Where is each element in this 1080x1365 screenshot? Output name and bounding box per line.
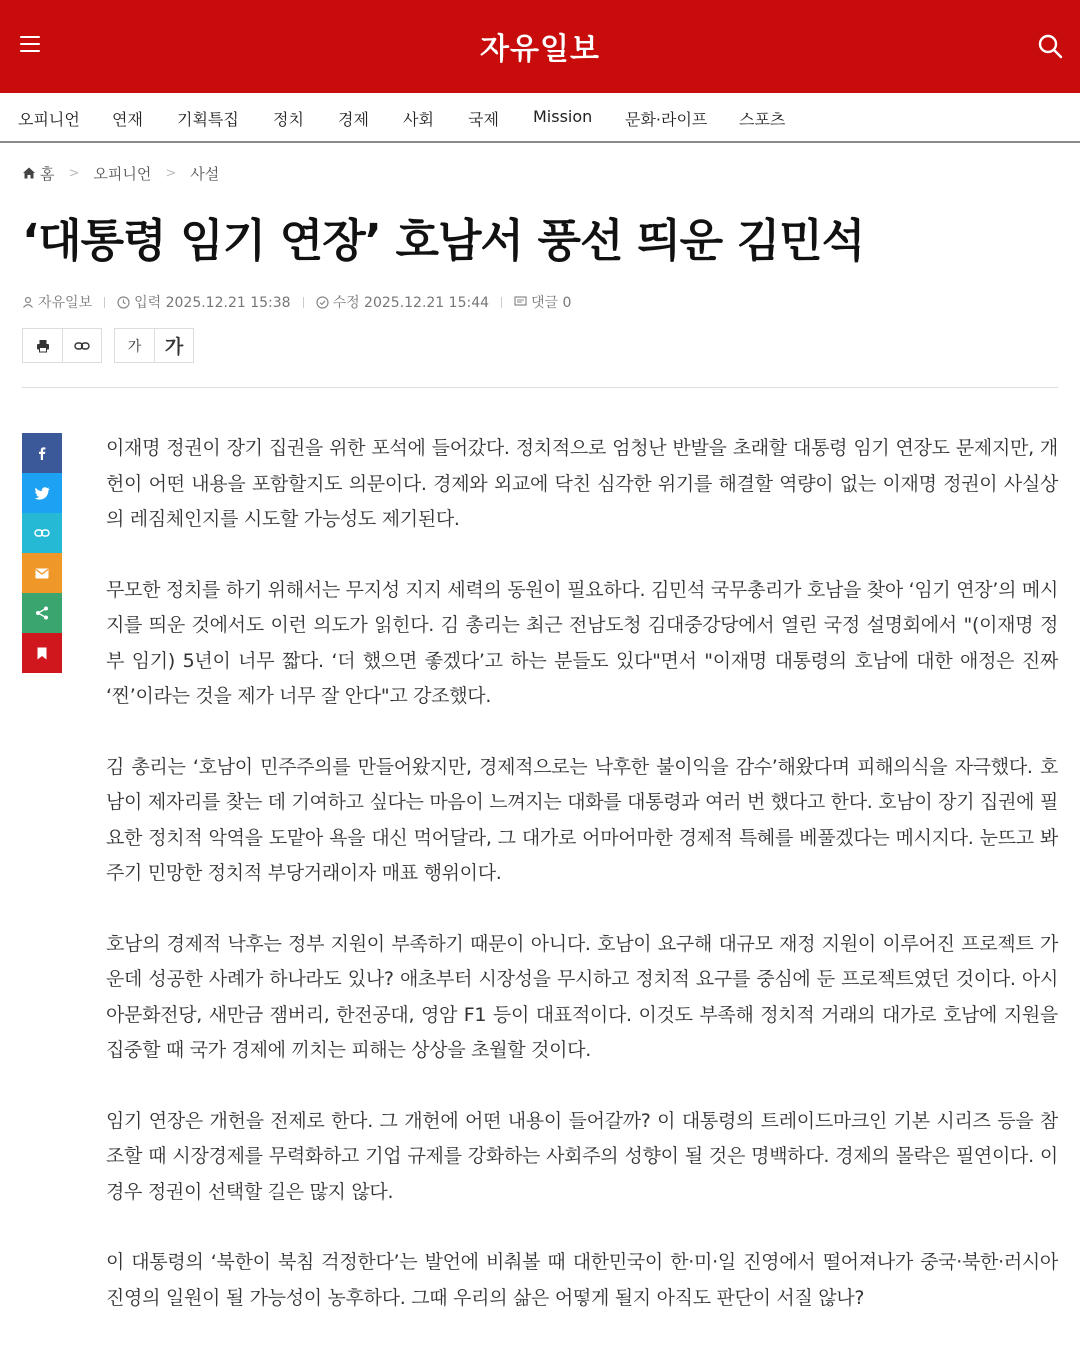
clock-icon — [117, 296, 130, 309]
more-share-button[interactable] — [22, 593, 62, 633]
author-info — [22, 292, 92, 312]
print-button[interactable] — [23, 329, 62, 362]
font-size-group — [114, 328, 194, 363]
chevron-right-icon: > — [165, 165, 177, 181]
article-paragraph: 이재명 정권이 장기 집권을 위한 포석에 들어갔다. 정치적으로 엄청난 반발을 초래할 대통령 임기 연장도 문제지만, 개헌이 어떤 내용을 포함할지도 의문이다. 경제와 외교에 닥친 심각한 위기를 해결할 역량이 없는 이재명 정권이 사실상의 레짐체인지를 시도할 가능성도 제기된다. — [106, 437, 1058, 530]
twitter-icon — [35, 487, 50, 500]
published-date: 입력 2025.12.21 15:38 — [134, 295, 291, 311]
email-icon — [35, 568, 49, 579]
author-name: 자유일보 — [38, 295, 93, 311]
breadcrumb-subsection[interactable]: 사설 — [190, 164, 220, 183]
breadcrumb-section[interactable]: 오피니언 — [93, 164, 152, 183]
nav-item-international[interactable]: 국제 — [468, 110, 499, 129]
article-paragraph: 김 총리는 ‘호남이 민주주의를 만들어왔지만, 경제적으로는 낙후한 불이익을 감수’해왔다며 피해의식을 자극했다. 호남이 제자리를 찾는 데 기여하고 싶다는 마음이 느껴지는 대화를 대통령과 여러 번 했다고 한다. 호남이 장기 집권에 필요한 정치적 악역을 도맡아 욕을 대신 먹어달라, 그 대가로 어마어마한 경제적 특혜를 베풀겠다는 메시지다. 눈뜨고 봐주기 민망한 정치적 부당거래이자 매표 행위이다. — [106, 755, 1058, 884]
article-paragraph: 무모한 정치를 하기 위해서는 무지성 지지 세력의 동원이 필요하다. 김민석 국무총리가 호남을 찾아 ‘임기 연장’의 메시지를 띄운 것에서도 이런 의도가 읽힌다. 김 총리는 최근 전남도청 김대중강당에서 열린 국정 설명회에서 "(이재명 정부 임기) 5년이 너무 짧다. ‘더 했으면 좋겠다’고 하는 분들도 있다"면서 "이재명 대통령의 호남에 대한 애정은 진짜 ‘찐’이라는 것을 제가 너무 잘 안다"고 강조했다. — [106, 578, 1058, 707]
article-body — [106, 431, 1058, 1351]
bookmark-icon — [37, 647, 47, 660]
nav-item-economy[interactable]: 경제 — [338, 110, 369, 129]
main-nav — [0, 93, 1080, 143]
nav-item-mission[interactable]: Mission — [533, 107, 593, 126]
check-circle-icon — [316, 296, 329, 309]
nav-item-politics[interactable]: 정치 — [273, 110, 304, 129]
breadcrumb-home[interactable]: 홈 — [40, 164, 55, 183]
article-paragraph: 호남의 경제적 낙후는 정부 지원이 부족하기 때문이 아니다. 호남이 요구해 대규모 재정 지원이 이루어진 프로젝트 가운데 성공한 사례가 하나라도 있나? 애초부터 시장성을 무시하고 정치적 요구를 중심에 둔 프로젝트였던 것이다. 아시아문화전당, 새만금 잼버리, 한전공대, 영암 F1 등이 대표적이다. 이것도 부족해 정치적 거래의 대가로 호남에 지원을 집중할 때 국가 경제에 끼치는 피해는 상상을 초월할 것이다. — [106, 932, 1058, 1061]
link-copy-icon — [34, 528, 50, 538]
meta-divider — [501, 297, 502, 308]
article-paragraph: 임기 연장은 개헌을 전제로 한다. 그 개헌에 어떤 내용이 들어갈까? 이 대통령의 트레이드마크인 기본 시리즈 등을 참조할 때 시장경제를 무력화하고 기업 규제를 강화하는 사회주의 성향이 될 것은 명백하다. 경제의 몰락은 필연이다. 이 경우 정권이 선택할 길은 많지 않다. — [106, 1109, 1058, 1203]
article-paragraph: 이 대통령의 ‘북한이 북침 걱정한다’는 발언에 비춰볼 때 대한민국이 한·미·일 진영에서 떨어져나가 중국·북한·러시아 진영의 일원이 될 가능성이 농후하다. 그때 우리의 삶은 어떻게 될지 아직도 판단이 서질 않나? — [106, 1251, 1058, 1309]
published-info — [117, 292, 290, 312]
breadcrumb — [22, 162, 219, 184]
modified-info — [316, 292, 489, 312]
facebook-icon — [35, 446, 49, 460]
twitter-share-button[interactable] — [22, 473, 62, 513]
article-title: ‘대통령 임기 연장’ 호남서 풍선 띄운 김민석 — [22, 214, 865, 267]
nav-item-society[interactable]: 사회 — [403, 110, 434, 129]
nav-item-opinion[interactable]: 오피니언 — [18, 110, 80, 129]
meta-divider — [303, 297, 304, 308]
comments-link[interactable] — [514, 292, 571, 312]
nav-item-culture[interactable]: 문화·라이프 — [625, 110, 708, 129]
modified-date: 수정 2025.12.21 15:44 — [332, 295, 490, 311]
bookmark-button[interactable] — [22, 633, 62, 673]
search-icon[interactable] — [1036, 32, 1064, 60]
comment-count: 댓글 0 — [531, 295, 572, 311]
print-link-group — [22, 328, 102, 363]
facebook-share-button[interactable] — [22, 433, 62, 473]
nav-item-series[interactable]: 연재 — [112, 110, 143, 129]
share-icon — [35, 606, 49, 620]
header-divider — [22, 387, 1058, 388]
meta-divider — [104, 297, 105, 308]
site-logo[interactable]: 자유일보 — [480, 32, 600, 67]
home-icon — [22, 166, 36, 180]
copy-link-button[interactable] — [62, 329, 101, 362]
link-icon — [74, 341, 90, 351]
nav-item-sports[interactable]: 스포츠 — [739, 110, 786, 129]
print-icon — [36, 339, 50, 353]
comment-icon — [514, 296, 527, 308]
article-tools — [22, 328, 206, 363]
person-icon — [22, 296, 34, 308]
email-share-button[interactable] — [22, 553, 62, 593]
article-meta — [22, 292, 571, 312]
copy-url-button[interactable] — [22, 513, 62, 553]
font-decrease-button[interactable]: 가 — [127, 338, 142, 355]
font-increase-button[interactable]: 가 — [154, 329, 193, 362]
chevron-right-icon: > — [68, 165, 80, 181]
nav-item-special[interactable]: 기획특집 — [177, 110, 239, 129]
share-sidebar — [22, 433, 62, 673]
top-header — [0, 0, 1080, 93]
